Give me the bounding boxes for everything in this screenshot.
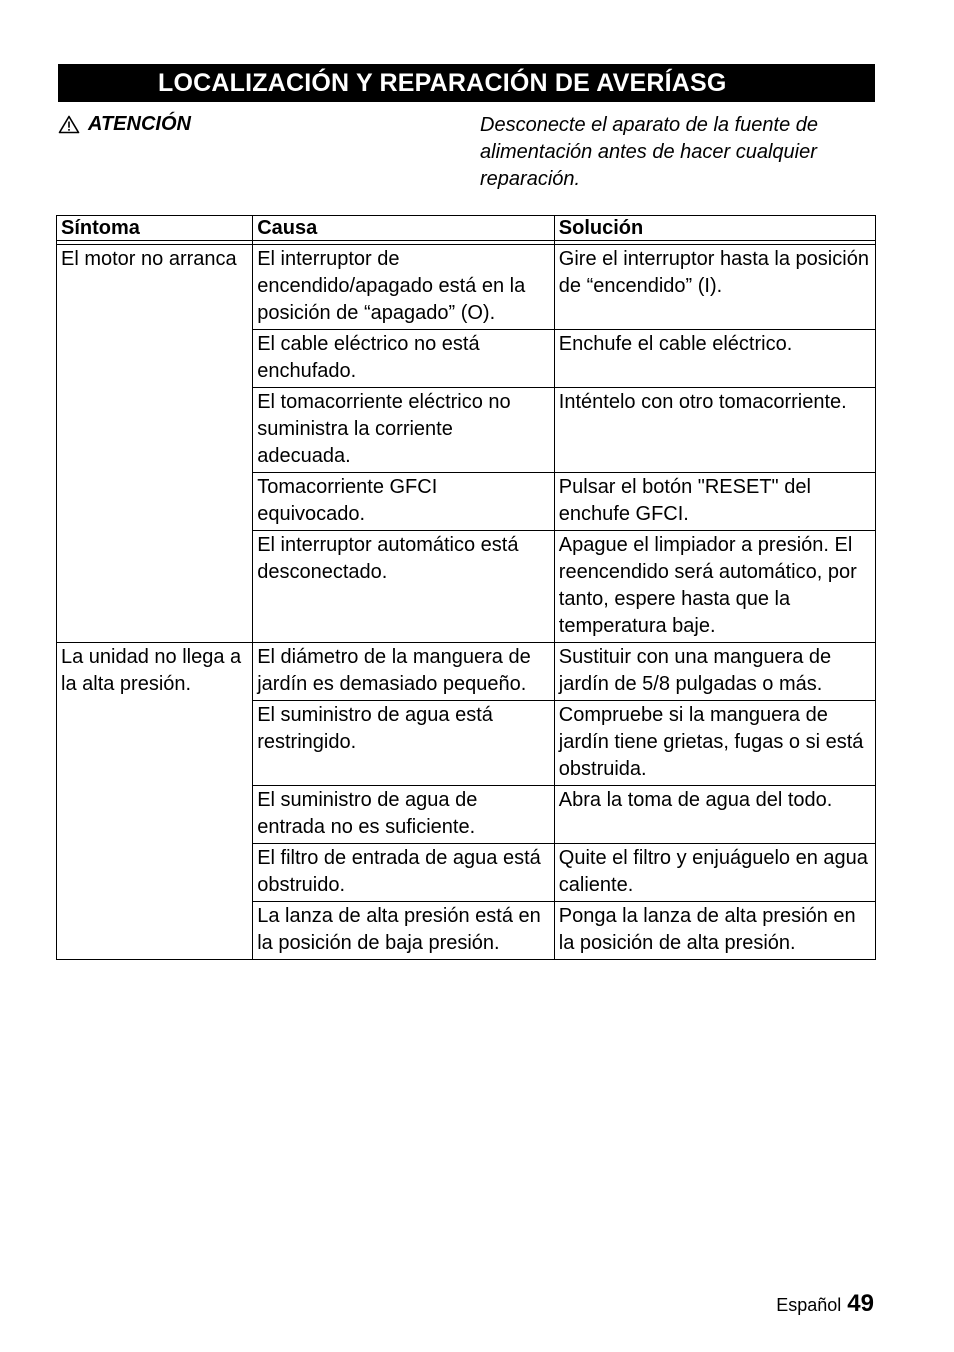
table-row xyxy=(57,643,876,701)
solution-cell: Enchufe el cable eléctrico. xyxy=(554,330,875,388)
header-cause: Causa xyxy=(253,216,555,241)
warning-triangle-icon xyxy=(58,115,80,134)
cause-cell: Tomacorriente GFCI equivocado. xyxy=(253,473,555,531)
page-number: 49 xyxy=(847,1290,874,1317)
solution-cell: Inténtelo con otro tomacorriente. xyxy=(554,388,875,473)
cause-cell: El filtro de entrada de agua está obstruido. xyxy=(253,844,555,902)
solution-cell: Quite el filtro y enjuáguelo en agua caliente. xyxy=(554,844,875,902)
warning-text: Desconecte el aparato de la fuente de alimentación antes de hacer cualquier reparación. xyxy=(480,114,819,190)
section-title-bar xyxy=(58,64,875,102)
table-header-row xyxy=(57,216,876,241)
solution-cell: Sustituir con una manguera de jardín de 5/8 pulgadas o más. xyxy=(554,643,875,701)
troubleshooting-table xyxy=(56,215,876,960)
cause-cell: La lanza de alta presión está en la posición de baja presión. xyxy=(253,902,555,960)
solution-cell: Abra la toma de agua del todo. xyxy=(554,786,875,844)
table-row xyxy=(57,245,876,330)
symptom-cell: La unidad no llega a la alta presión. xyxy=(57,643,253,960)
solution-cell: Gire el interruptor hasta la posición de “encendido” (I). xyxy=(554,245,875,330)
cause-cell: El suministro de agua de entrada no es suficiente. xyxy=(253,786,555,844)
section-title: LOCALIZACIÓN Y REPARACIÓN DE AVERÍASG xyxy=(158,69,727,97)
warning-label: ATENCIÓN xyxy=(88,113,191,135)
symptom-cell: El motor no arranca xyxy=(57,245,253,643)
solution-cell: Ponga la lanza de alta presión en la posición de alta presión. xyxy=(554,902,875,960)
cause-cell: El diámetro de la manguera de jardín es demasiado pequeño. xyxy=(253,643,555,701)
header-solution: Solución xyxy=(554,216,875,241)
header-symptom: Síntoma xyxy=(57,216,253,241)
solution-cell: Compruebe si la manguera de jardín tiene grietas, fugas o si está obstruida. xyxy=(554,701,875,786)
cause-cell: El tomacorriente eléctrico no suministra la corriente adecuada. xyxy=(253,388,555,473)
cause-cell: El cable eléctrico no está enchufado. xyxy=(253,330,555,388)
footer-language: Español xyxy=(776,1295,842,1315)
solution-cell: Apague el limpiador a presión. El reencendido será automático, por tanto, espere hasta que la temperatura baje. xyxy=(554,531,875,643)
solution-cell: Pulsar el botón "RESET" del enchufe GFCI. xyxy=(554,473,875,531)
cause-cell: El suministro de agua está restringido. xyxy=(253,701,555,786)
cause-cell: El interruptor automático está desconectado. xyxy=(253,531,555,643)
warning-heading xyxy=(58,113,191,136)
page-footer xyxy=(776,1290,874,1318)
cause-cell: El interruptor de encendido/apagado está en la posición de “apagado” (O). xyxy=(253,245,555,330)
